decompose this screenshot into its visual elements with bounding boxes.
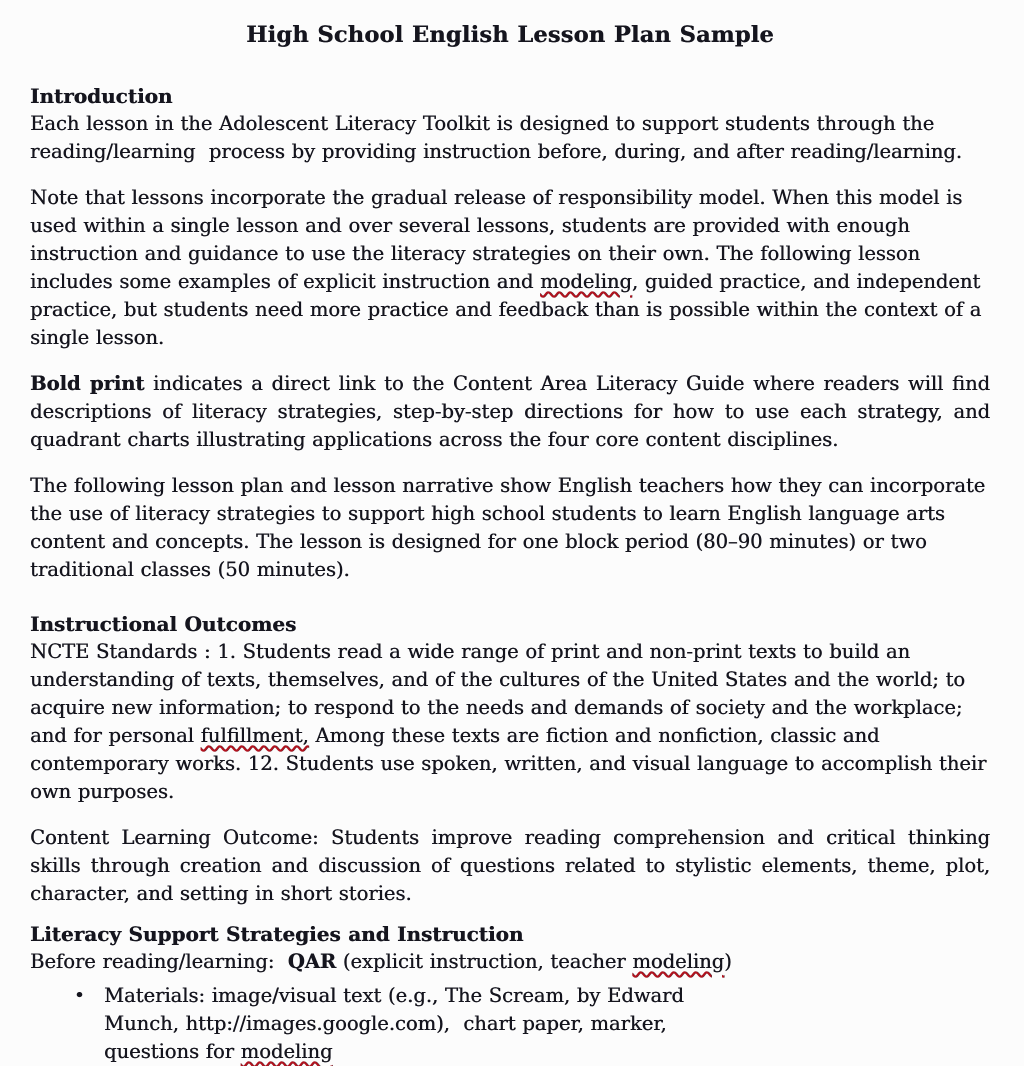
paragraph xyxy=(30,638,990,806)
text-run: , guided practice, and independent practice, but students need more practice and feedback than is possible within the context of a single lesson. xyxy=(30,270,982,349)
text-run: Among these texts are fiction and nonfiction, classic and contemporary works. 12. Students use spoken, written, and visual language to accomplish their own purposes. xyxy=(30,724,987,803)
section-heading xyxy=(30,82,990,110)
text-run: Note that lessons incorporate the gradual release of responsibility model. When this model is used within a single lesson and over several lessons, students are provided with enough instruction and guidance to use the literacy strategies on their own. The following lesson includes some examples of explicit instruction and xyxy=(30,186,963,293)
text-run: Content Learning Outcome: Students improve reading comprehension and critical thinking skills through creation and discussion of questions related to stylistic elements, theme, plot, character, and setting in short stories. xyxy=(30,826,990,905)
bold-text-run: Instructional Outcomes xyxy=(30,612,297,636)
section-heading xyxy=(30,920,990,948)
bold-text-run: QAR xyxy=(287,950,337,973)
text-run: Each lesson in the Adolescent Literacy Toolkit is designed to support students through the reading/learning process by providing instruction before, during, and after reading/learning. xyxy=(30,112,962,163)
paragraph xyxy=(30,472,990,584)
bold-text-run: Literacy Support Strategies and Instruction xyxy=(30,922,524,946)
paragraph xyxy=(30,370,990,454)
bold-text-run: Bold print xyxy=(30,372,145,395)
text-run: ) xyxy=(724,950,732,973)
paragraph xyxy=(30,184,990,352)
misspelled-word: modeling xyxy=(240,1040,333,1063)
text-run: (explicit instruction, teacher xyxy=(336,950,633,973)
bullet-dot-icon: • xyxy=(74,985,85,1006)
bullet-item xyxy=(74,982,990,1066)
misspelled-word: modeling xyxy=(632,950,725,973)
misspelled-word: modeling xyxy=(540,270,632,293)
paragraph xyxy=(30,110,990,166)
bold-text-run: Introduction xyxy=(30,84,173,108)
text-run: The following lesson plan and lesson narrative show English teachers how they can incorporate the use of literacy strategies to support high school students to learn English language arts content and concepts. The lesson is designed for one block period (80–90 minutes) or two traditional classes (50 minutes). xyxy=(30,474,986,581)
section-heading xyxy=(30,610,990,638)
paragraph xyxy=(30,824,990,908)
bullet-text xyxy=(104,982,744,1066)
text-run: Materials: image/visual text (e.g., The Scream, by Edward Munch, http://images.google.com), chart paper, marker, questions for xyxy=(104,984,684,1063)
paragraph xyxy=(30,948,990,976)
document-title: High School English Lesson Plan Sample xyxy=(246,22,774,48)
misspelled-word: fulfillment, xyxy=(200,724,309,747)
text-run: NCTE Standards : 1. Students read a wide range of print and non-print texts to build an understanding of texts, themselves, and of the cultures of the United States and the world; to acquire new information; to respond to the needs and demands of society and the workplace; and for personal xyxy=(30,640,966,747)
text-run: indicates a direct link to the Content Area Literacy Guide where readers will find descriptions of literacy strategies, step-by-step directions for how to use each strategy, and quadrant charts illustrating applications across the four core content disciplines. xyxy=(30,372,990,451)
text-run: Before reading/learning: xyxy=(30,950,288,973)
document-body xyxy=(30,82,990,1066)
